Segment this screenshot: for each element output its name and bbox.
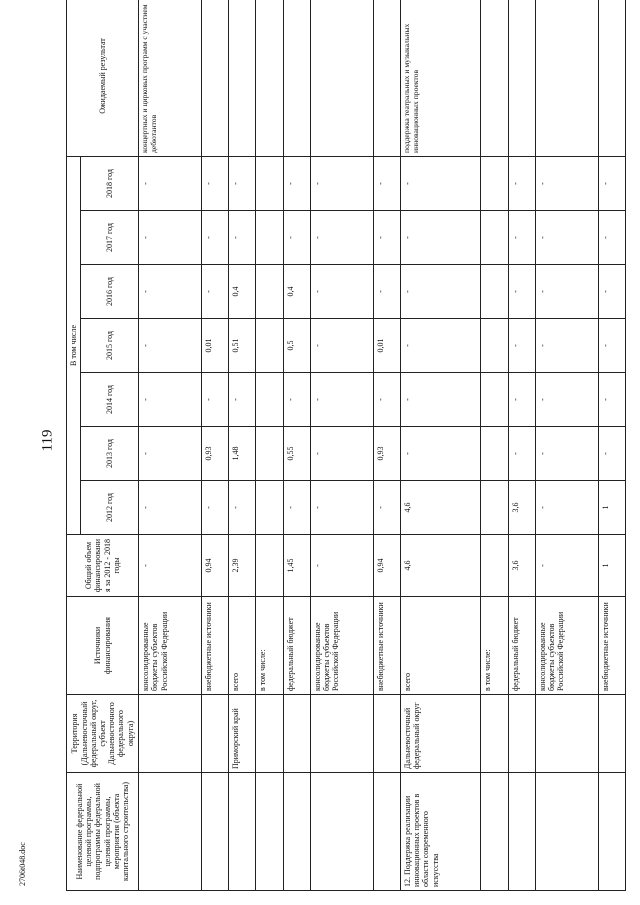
cell-y2012: -	[283, 481, 310, 535]
cell-y2016: 0,4	[283, 265, 310, 319]
cell-source: в том числе:	[256, 597, 283, 695]
cell-y2015: 0,5	[283, 319, 310, 373]
cell-y2012: -	[201, 481, 228, 535]
cell-y2018: -	[508, 156, 535, 210]
cell-name	[311, 773, 374, 891]
cell-y2017: -	[283, 211, 310, 265]
cell-y2012	[481, 481, 508, 535]
cell-source: внебюджетные источники	[598, 597, 625, 695]
cell-y2013: -	[139, 427, 202, 481]
table-row	[283, 0, 310, 891]
cell-y2016: -	[139, 265, 202, 319]
cell-y2018: -	[201, 156, 228, 210]
cell-y2013: 0,93	[201, 427, 228, 481]
cell-y2013: -	[598, 427, 625, 481]
table-row	[311, 0, 374, 891]
cell-y2014: -	[229, 373, 256, 427]
cell-y2012: -	[139, 481, 202, 535]
cell-y2017: -	[598, 211, 625, 265]
cell-y2013	[481, 427, 508, 481]
cell-y2015: 0,01	[373, 319, 400, 373]
cell-source: консолидированные бюджеты субъектов Российской Федерации	[139, 597, 202, 695]
cell-result: концертных и цирковых программ с участием дебютантов	[139, 0, 202, 156]
cell-name	[481, 773, 508, 891]
cell-name	[201, 773, 228, 891]
page-number: 119	[39, 429, 56, 452]
cell-y2012: 3,6	[508, 481, 535, 535]
cell-result	[373, 0, 400, 156]
cell-y2018: -	[283, 156, 310, 210]
cell-territory	[311, 695, 374, 773]
cell-total: 1,45	[283, 535, 310, 597]
header-year-2016: 2016 год	[81, 265, 139, 319]
cell-y2016: -	[311, 265, 374, 319]
table-row	[139, 0, 202, 891]
cell-territory	[598, 695, 625, 773]
cell-result	[201, 0, 228, 156]
cell-y2018: -	[598, 156, 625, 210]
cell-total	[481, 535, 508, 597]
cell-total: 0,94	[373, 535, 400, 597]
cell-territory: Приморский край	[229, 695, 256, 773]
cell-y2018: -	[139, 156, 202, 210]
cell-y2013: -	[535, 427, 598, 481]
cell-source: внебюджетные источники	[201, 597, 228, 695]
cell-y2015: -	[400, 319, 480, 373]
header-year-2018: 2018 год	[81, 156, 139, 210]
cell-territory	[283, 695, 310, 773]
cell-y2016: -	[598, 265, 625, 319]
cell-source: федеральный бюджет	[283, 597, 310, 695]
cell-y2018: -	[373, 156, 400, 210]
cell-result	[229, 0, 256, 156]
cell-y2013: -	[400, 427, 480, 481]
cell-name	[229, 773, 256, 891]
document-code: 2706t048.doc	[18, 842, 27, 886]
cell-total: 4,6	[400, 535, 480, 597]
cell-y2015: 0,51	[229, 319, 256, 373]
cell-y2013: 0,93	[373, 427, 400, 481]
cell-y2014: -	[283, 373, 310, 427]
cell-y2016	[481, 265, 508, 319]
cell-y2014: -	[311, 373, 374, 427]
cell-territory	[535, 695, 598, 773]
cell-y2015: -	[535, 319, 598, 373]
cell-y2017: -	[535, 211, 598, 265]
cell-y2017: -	[311, 211, 374, 265]
cell-y2016: -	[508, 265, 535, 319]
table-body	[139, 0, 626, 891]
cell-name	[373, 773, 400, 891]
cell-y2017: -	[139, 211, 202, 265]
cell-result	[283, 0, 310, 156]
cell-y2016: -	[201, 265, 228, 319]
cell-y2012: -	[229, 481, 256, 535]
cell-result: поддержка театральных и музыкальных инновационных проектов	[400, 0, 480, 156]
cell-source: федеральный бюджет	[508, 597, 535, 695]
cell-territory: Дальневосточный федеральный округ	[400, 695, 480, 773]
cell-y2012: -	[535, 481, 598, 535]
cell-source: консолидированные бюджеты субъектов Российской Федерации	[311, 597, 374, 695]
cell-territory	[508, 695, 535, 773]
cell-total: -	[535, 535, 598, 597]
cell-y2018: -	[535, 156, 598, 210]
table-row	[201, 0, 228, 891]
cell-y2015	[481, 319, 508, 373]
cell-territory	[373, 695, 400, 773]
cell-y2018	[481, 156, 508, 210]
table-row	[256, 0, 283, 891]
header-name: Наименование федеральной целевой программы, подпрограммы федеральной целевой программы, мероприятия (объекта капитального строительства)	[67, 773, 139, 891]
cell-result	[256, 0, 283, 156]
cell-territory	[256, 695, 283, 773]
cell-territory	[481, 695, 508, 773]
cell-name: 12. Поддержка реализации инновационных проектов в области современного искусства	[400, 773, 480, 891]
cell-y2014: -	[535, 373, 598, 427]
cell-result	[508, 0, 535, 156]
cell-source: всего	[400, 597, 480, 695]
cell-y2013: -	[311, 427, 374, 481]
rotated-table-container	[66, 4, 626, 891]
cell-name	[256, 773, 283, 891]
cell-y2013: -	[508, 427, 535, 481]
cell-y2013: 1,48	[229, 427, 256, 481]
cell-y2014	[481, 373, 508, 427]
cell-source: в том числе:	[481, 597, 508, 695]
cell-y2014: -	[598, 373, 625, 427]
table-row	[373, 0, 400, 891]
cell-y2015: -	[311, 319, 374, 373]
cell-name	[535, 773, 598, 891]
header-year-2012: 2012 год	[81, 481, 139, 535]
header-year-2013: 2013 год	[81, 427, 139, 481]
table-row	[508, 0, 535, 891]
table-row	[400, 0, 480, 891]
cell-y2014: -	[139, 373, 202, 427]
cell-total: 3,6	[508, 535, 535, 597]
cell-result	[481, 0, 508, 156]
cell-result	[535, 0, 598, 156]
financing-table	[66, 0, 626, 891]
header-source: Источники финансирования	[67, 597, 139, 695]
cell-source: внебюджетные источники	[373, 597, 400, 695]
cell-y2017	[481, 211, 508, 265]
cell-y2013: 0,55	[283, 427, 310, 481]
cell-y2017: -	[373, 211, 400, 265]
cell-source: консолидированные бюджеты субъектов Российской Федерации	[535, 597, 598, 695]
cell-total: 1	[598, 535, 625, 597]
cell-y2014: -	[508, 373, 535, 427]
cell-y2014: -	[373, 373, 400, 427]
cell-y2013	[256, 427, 283, 481]
header-year-2014: 2014 год	[81, 373, 139, 427]
cell-result	[598, 0, 625, 156]
cell-y2014	[256, 373, 283, 427]
cell-y2018: -	[229, 156, 256, 210]
cell-y2012: -	[311, 481, 374, 535]
cell-total: -	[311, 535, 374, 597]
cell-y2018	[256, 156, 283, 210]
table-row	[229, 0, 256, 891]
cell-y2015: -	[598, 319, 625, 373]
cell-y2016	[256, 265, 283, 319]
cell-name	[139, 773, 202, 891]
table-row	[598, 0, 625, 891]
cell-y2012	[256, 481, 283, 535]
cell-total: 0,94	[201, 535, 228, 597]
table-row	[535, 0, 598, 891]
header-in-that-number: В том числе	[67, 156, 81, 534]
cell-y2015: 0,01	[201, 319, 228, 373]
cell-name	[283, 773, 310, 891]
cell-y2017: -	[201, 211, 228, 265]
cell-total: -	[139, 535, 202, 597]
cell-y2016: -	[400, 265, 480, 319]
cell-territory	[139, 695, 202, 773]
cell-y2017: -	[229, 211, 256, 265]
cell-y2012: 1	[598, 481, 625, 535]
cell-y2017: -	[508, 211, 535, 265]
cell-y2017	[256, 211, 283, 265]
header-territory: Территория (Дальневосточный федеральный округ, субъект Дальневосточного федерального округа)	[67, 695, 139, 773]
cell-name	[598, 773, 625, 891]
cell-y2016: -	[373, 265, 400, 319]
cell-y2012: 4,6	[400, 481, 480, 535]
cell-y2015: -	[508, 319, 535, 373]
cell-territory	[201, 695, 228, 773]
cell-y2017: -	[400, 211, 480, 265]
cell-source: всего	[229, 597, 256, 695]
cell-name	[508, 773, 535, 891]
cell-y2015: -	[139, 319, 202, 373]
cell-y2018: -	[400, 156, 480, 210]
header-year-2015: 2015 год	[81, 319, 139, 373]
cell-result	[311, 0, 374, 156]
cell-total	[256, 535, 283, 597]
header-result: Ожидаемый результат	[67, 0, 139, 156]
cell-total: 2,39	[229, 535, 256, 597]
cell-y2018: -	[311, 156, 374, 210]
table-row	[481, 0, 508, 891]
header-year-2017: 2017 год	[81, 211, 139, 265]
cell-y2015	[256, 319, 283, 373]
cell-y2012: -	[373, 481, 400, 535]
cell-y2014: -	[201, 373, 228, 427]
cell-y2016: -	[535, 265, 598, 319]
cell-y2016: 0,4	[229, 265, 256, 319]
cell-y2014: -	[400, 373, 480, 427]
header-total: Общий объем финансирования за 2012 - 2018 годы	[67, 535, 139, 597]
